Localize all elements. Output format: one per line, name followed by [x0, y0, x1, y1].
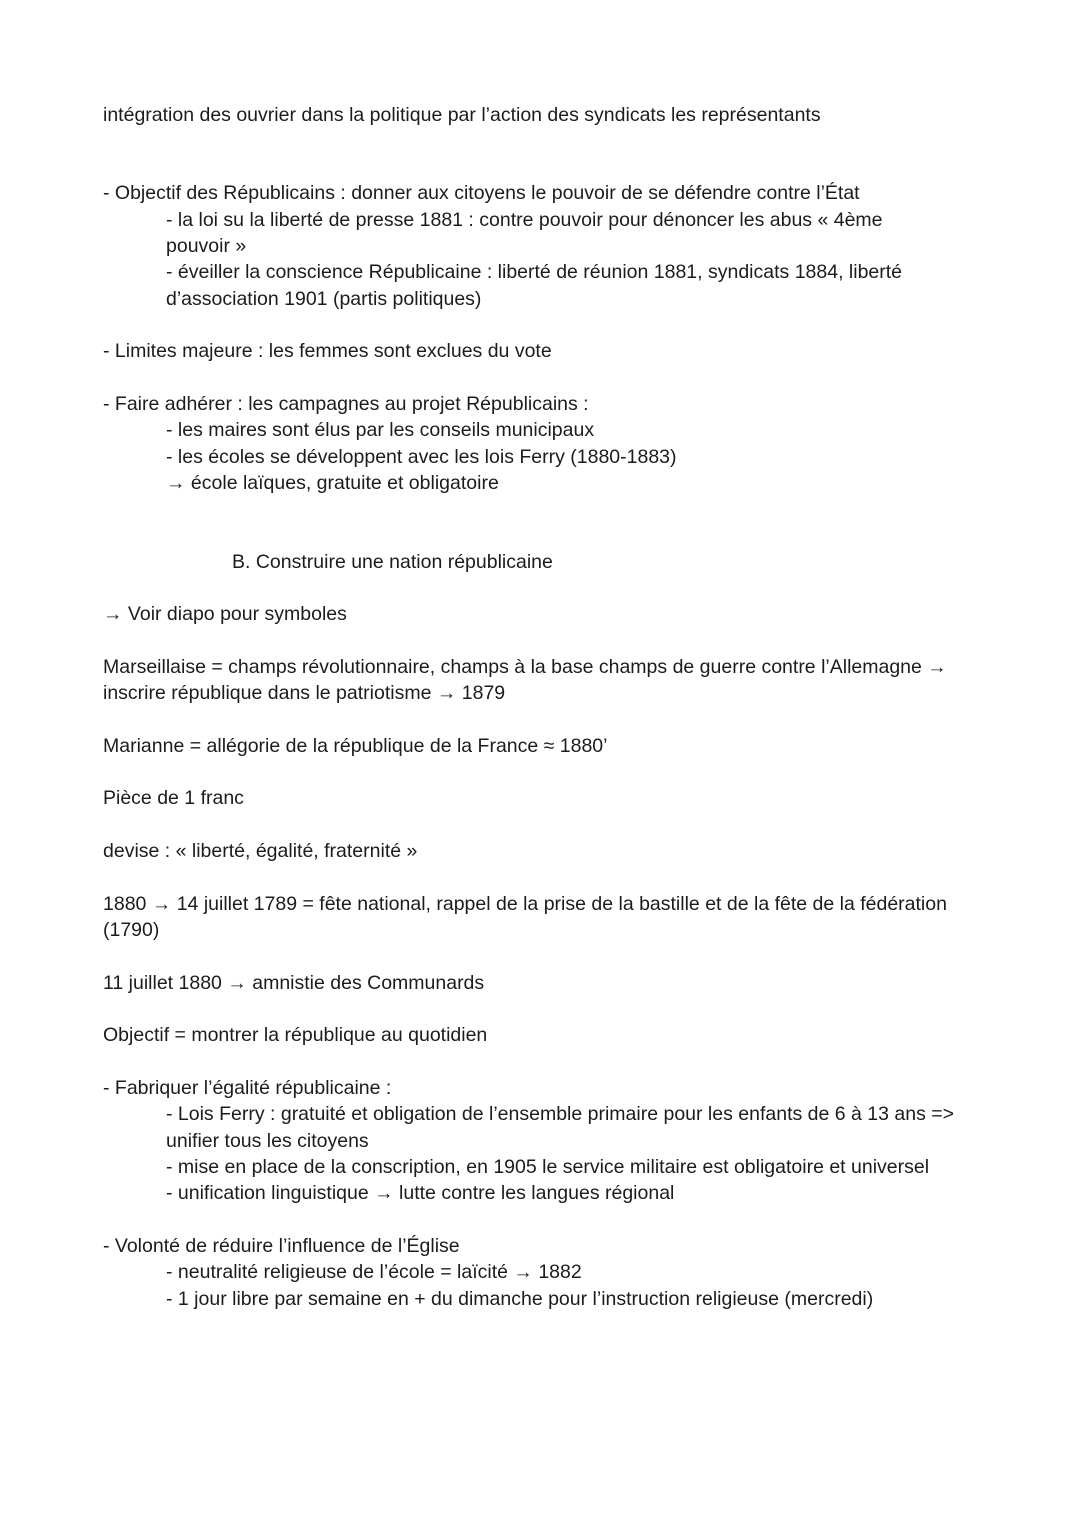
limites-text: - Limites majeure : les femmes sont exclues du vote [103, 340, 552, 362]
faire-adherer-item-ecoles: - les écoles se développent avec les lois Ferry (1880-1883) [166, 446, 677, 468]
faire-adherer-item-maires: - les maires sont élus par les conseils municipaux [166, 419, 595, 441]
fete-line2: (1790) [103, 919, 160, 941]
piece-text: Pièce de 1 franc [103, 787, 244, 809]
fete-line1: 1880 → 14 juillet 1789 = fête national, rappel de la prise de la bastille et de la fête de la fédération [103, 893, 947, 915]
objectif-item-conscience-line1: - éveiller la conscience Républicaine : liberté de réunion 1881, syndicats 1884, liberté [166, 261, 903, 283]
intro-text: intégration des ouvrier dans la politique par l’action des syndicats les représentants [103, 104, 821, 126]
section-b-title: B. Construire une nation républicaine [232, 551, 553, 573]
egalite-item-linguistique: - unification linguistique → lutte contre les langues régional [166, 1182, 675, 1204]
marseillaise-line1: Marseillaise = champs révolutionnaire, champs à la base champs de guerre contre l’Allemagne → [103, 656, 947, 678]
voir-diapo-text: → Voir diapo pour symboles [103, 603, 347, 625]
devise-text: devise : « liberté, égalité, fraternité » [103, 840, 418, 862]
amnistie-text: 11 juillet 1880 → amnistie des Communards [103, 972, 485, 994]
eglise-heading: - Volonté de réduire l’influence de l’Église [103, 1235, 460, 1257]
faire-adherer-item-ecole-laique: → école laïques, gratuite et obligatoire [166, 472, 499, 494]
egalite-item-conscription: - mise en place de la conscription, en 1905 le service militaire est obligatoire et universel [166, 1156, 930, 1178]
objectif-item-presse-line1: - la loi su la liberté de presse 1881 : contre pouvoir pour dénoncer les abus « 4ème [166, 209, 883, 231]
egalite-heading: - Fabriquer l’égalité républicaine : [103, 1077, 392, 1099]
marseillaise-line2: inscrire république dans le patriotisme → 1879 [103, 682, 506, 704]
egalite-item-ferry-line1: - Lois Ferry : gratuité et obligation de l’ensemble primaire pour les enfants de 6 à 13 ans => [166, 1103, 955, 1125]
objectif-heading: - Objectif des Républicains : donner aux citoyens le pouvoir de se défendre contre l’État [103, 182, 860, 204]
objectif-item-conscience-line2: d’association 1901 (partis politiques) [166, 288, 482, 310]
eglise-item-laicite: - neutralité religieuse de l’école = laïcité → 1882 [166, 1261, 582, 1283]
faire-adherer-heading: - Faire adhérer : les campagnes au projet Républicains : [103, 393, 589, 415]
objectif-quotidien-text: Objectif = montrer la république au quotidien [103, 1024, 488, 1046]
marianne-text: Marianne = allégorie de la république de la France ≈ 1880’ [103, 735, 608, 757]
objectif-item-presse-line2: pouvoir » [166, 235, 247, 257]
eglise-item-jour-libre: - 1 jour libre par semaine en + du dimanche pour l’instruction religieuse (mercredi) [166, 1288, 874, 1310]
egalite-item-ferry-line2: unifier tous les citoyens [166, 1130, 369, 1152]
